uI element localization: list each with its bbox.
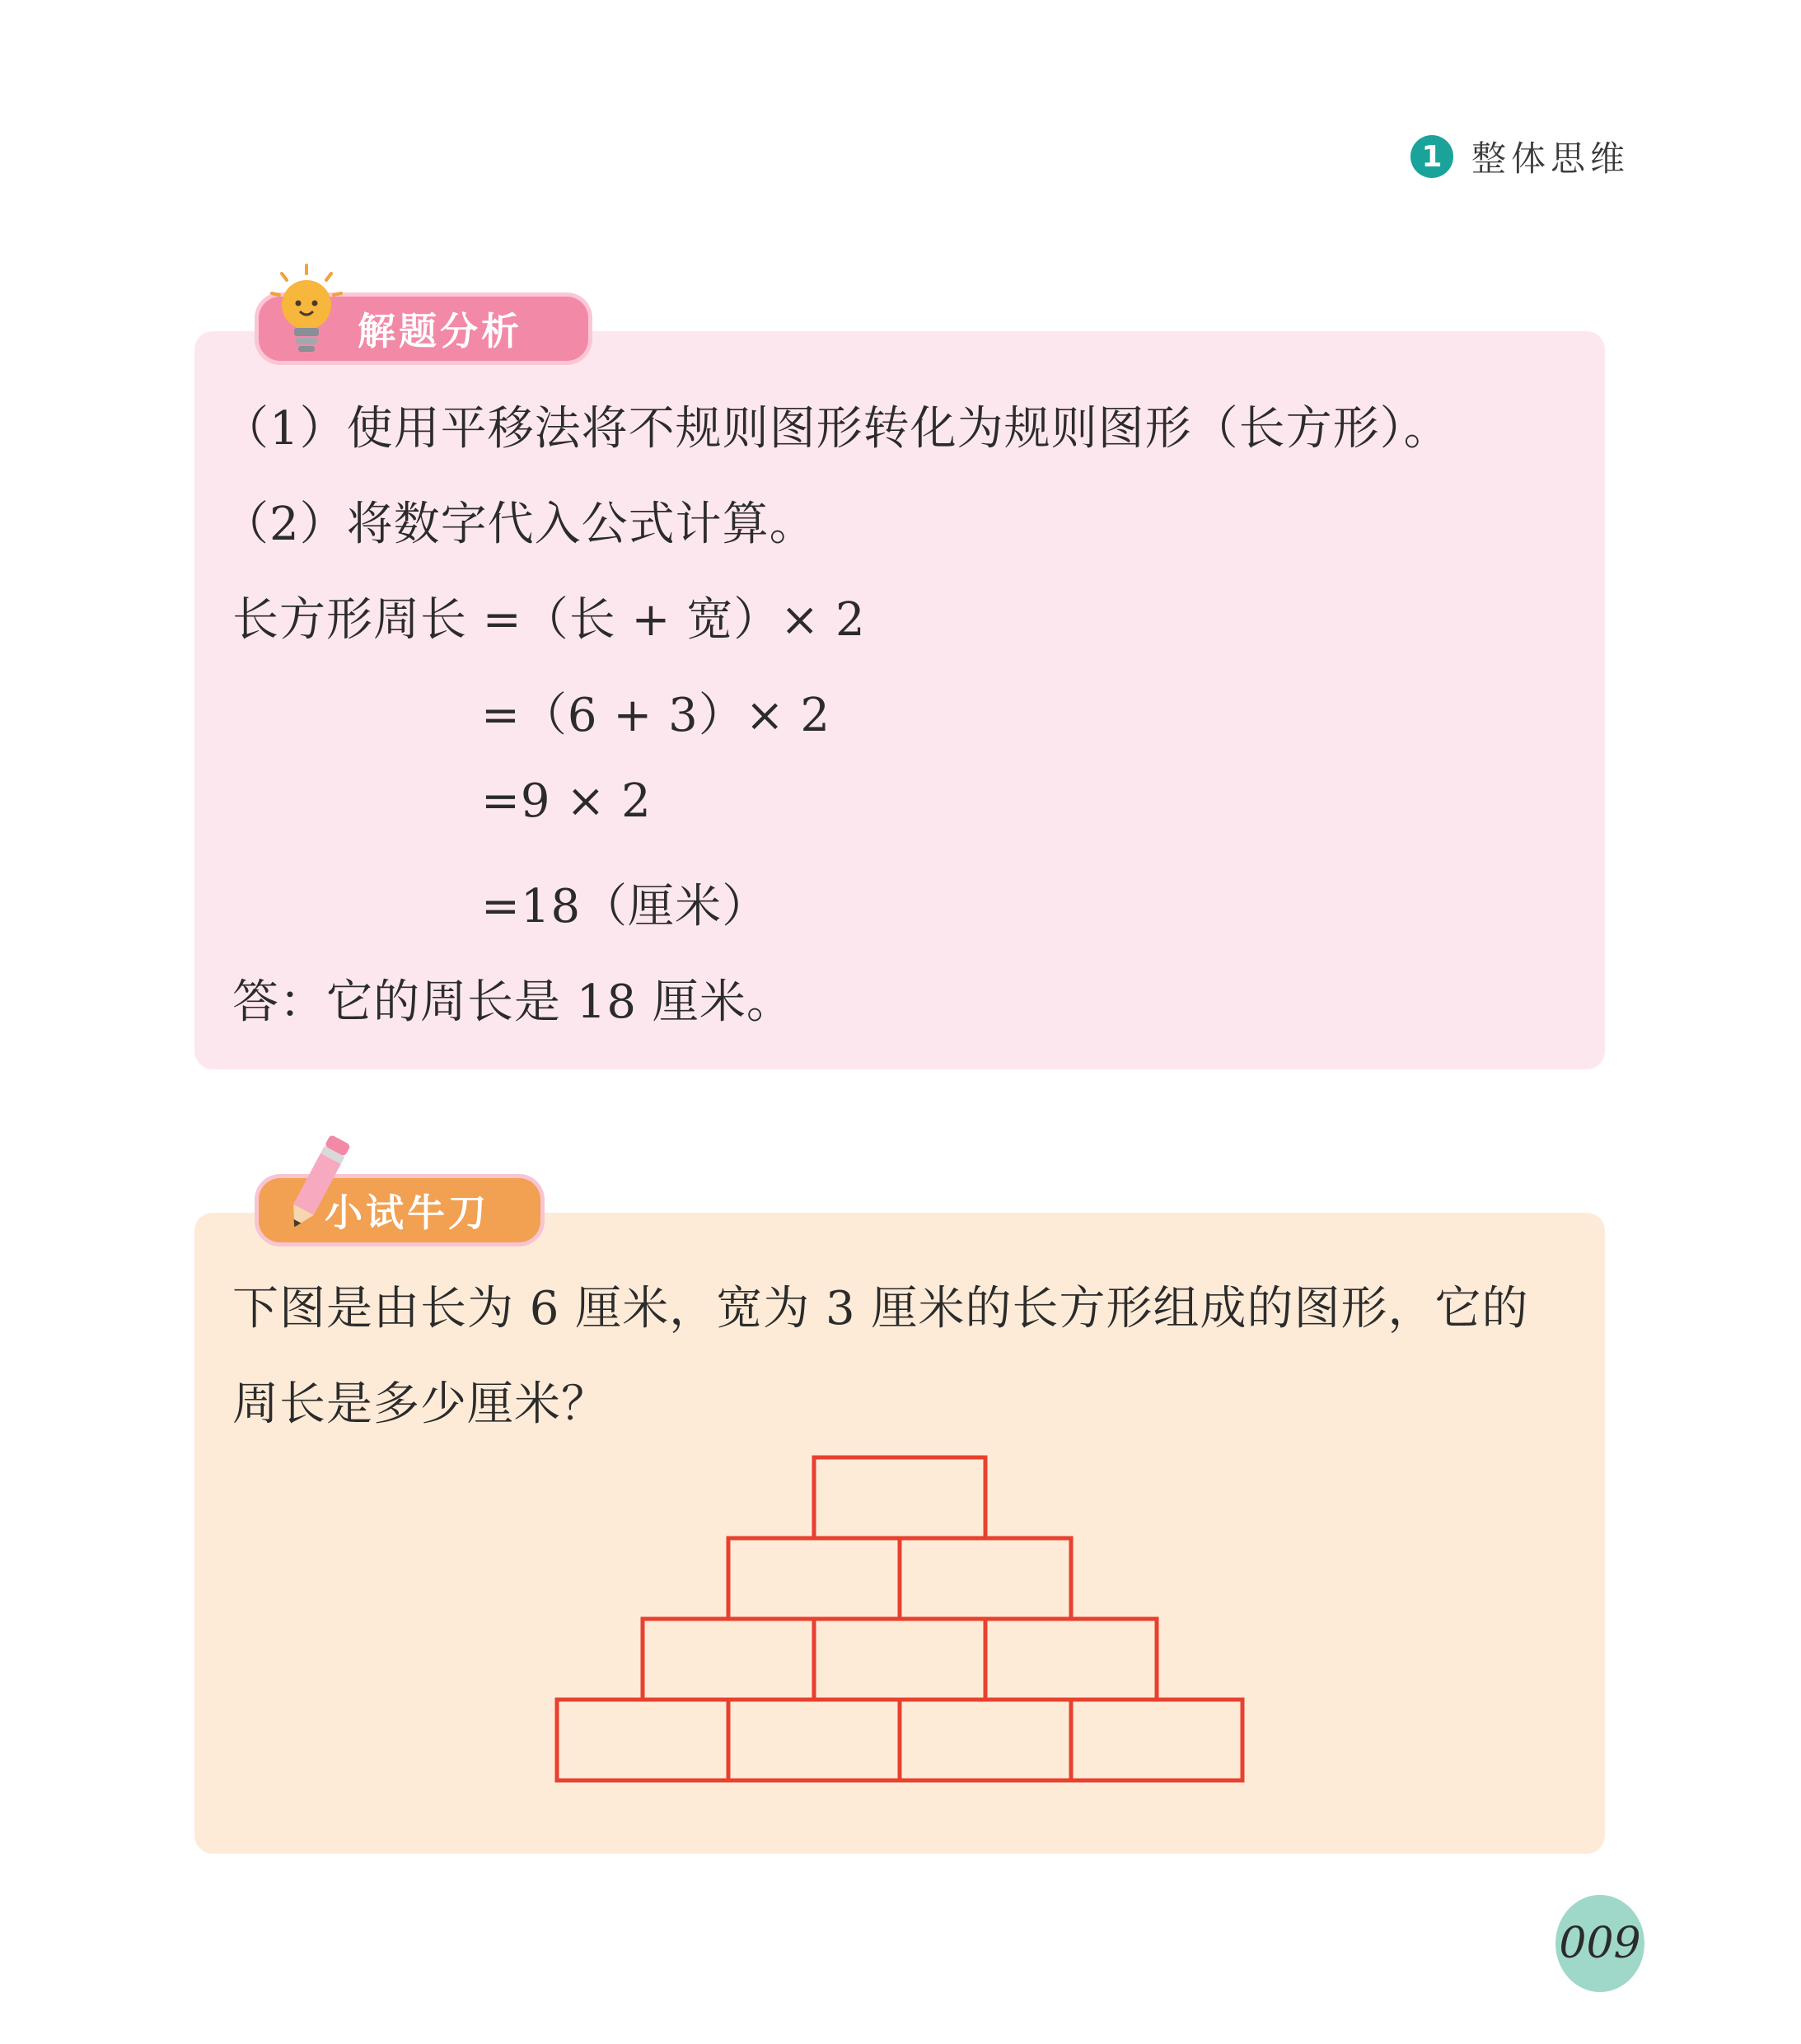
page-number: 009 (1555, 1895, 1644, 1992)
analysis-step-1: （1）使用平移法将不规则图形转化为规则图形（长方形）。 (222, 402, 1451, 456)
calc-line-2: =9 × 2 (481, 774, 652, 828)
figure-rectangle (900, 1700, 1071, 1780)
chapter-title: 整体思维 (1471, 138, 1630, 179)
figure-rectangle (814, 1619, 985, 1700)
figure-rectangle (814, 1457, 985, 1538)
lightbulb-icon (267, 262, 346, 361)
calc-line-1: =（6 + 3）× 2 (481, 689, 831, 742)
staircase-rectangle-figure (554, 1454, 1252, 1794)
figure-rectangle (985, 1619, 1157, 1700)
analysis-label: 解题分析 (259, 297, 588, 361)
formula-line: 长方形周长 =（长 + 宽）× 2 (232, 593, 866, 647)
chapter-header (1410, 132, 1630, 181)
question-line-1: 下图是由长为 6 厘米，宽为 3 厘米的长方形组成的图形，它的 (232, 1282, 1529, 1335)
pencil-icon (272, 1129, 363, 1236)
calc-line-3: =18（厘米） (481, 880, 770, 933)
figure-rectangle (900, 1538, 1071, 1619)
practice-label: 小试牛刀 (259, 1178, 540, 1242)
figure-rectangle (643, 1619, 814, 1700)
figure-rectangle (557, 1700, 728, 1780)
figure-rectangle (728, 1700, 900, 1780)
figure-rectangle (728, 1538, 900, 1619)
chapter-number-badge: 1 (1410, 135, 1453, 178)
figure-rectangle (1071, 1700, 1242, 1780)
question-line-2: 周长是多少厘米？ (232, 1377, 608, 1431)
analysis-step-2: （2）将数字代入公式计算。 (222, 498, 816, 551)
answer-line: 答：它的周长是 18 厘米。 (232, 975, 793, 1029)
